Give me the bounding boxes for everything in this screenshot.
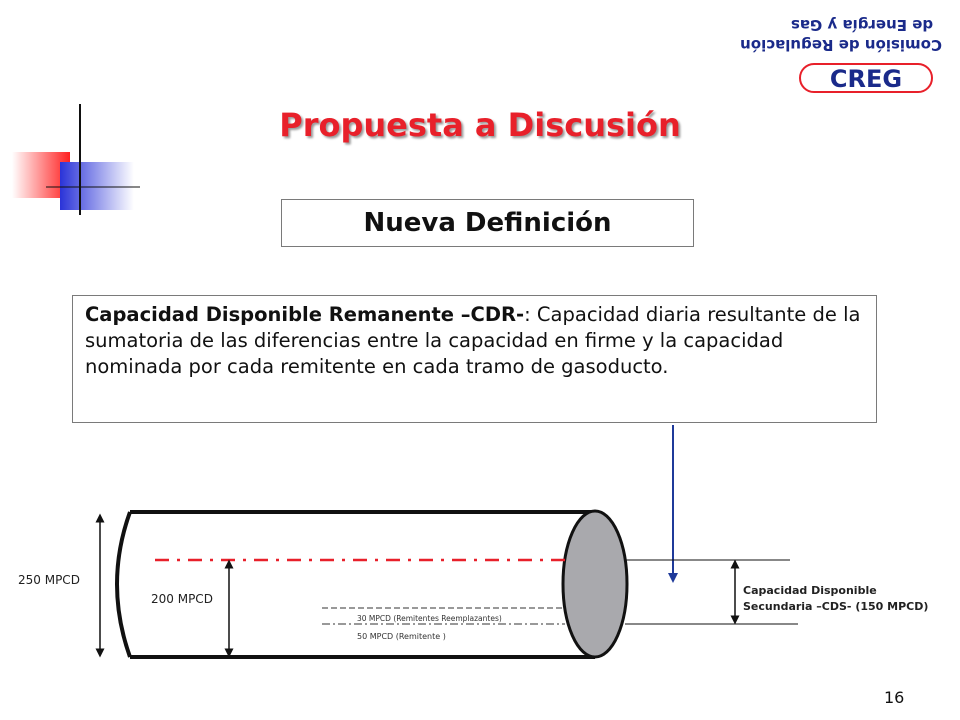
label-cds-line2: Secundaria –CDS- (150 MPCD): [743, 600, 929, 613]
logo-text-line1: de Energía y Gas: [790, 16, 934, 34]
subtitle-text: Nueva Definición: [363, 208, 612, 238]
page-number: 16: [884, 688, 905, 707]
label-30-mpcd: 30 MPCD (Remitentes Reemplazantes): [357, 614, 502, 623]
definition-term: Capacidad Disponible Remanente –CDR-: [85, 303, 525, 326]
label-200-mpcd: 200 MPCD: [151, 592, 213, 606]
label-50-mpcd: 50 MPCD (Remitente ): [357, 632, 446, 641]
label-cds-line1: Capacidad Disponible: [743, 584, 877, 597]
page-title: Propuesta a Discusión: [279, 106, 681, 144]
definition-text: : Capacidad diaria resultante de la sumatoria de las diferencias entre la capacidad en firme y la capacidad nominada por cada remitente en cada tramo de gasoducto.: [85, 303, 861, 378]
label-250-mpcd: 250 MPCD: [18, 573, 80, 587]
logo-mark-text: CREG: [829, 65, 903, 93]
pipe-left-edge: [117, 512, 130, 657]
logo-text-line2: Comisión de Regulación: [740, 36, 942, 54]
pipe-end-cap: [563, 511, 627, 657]
